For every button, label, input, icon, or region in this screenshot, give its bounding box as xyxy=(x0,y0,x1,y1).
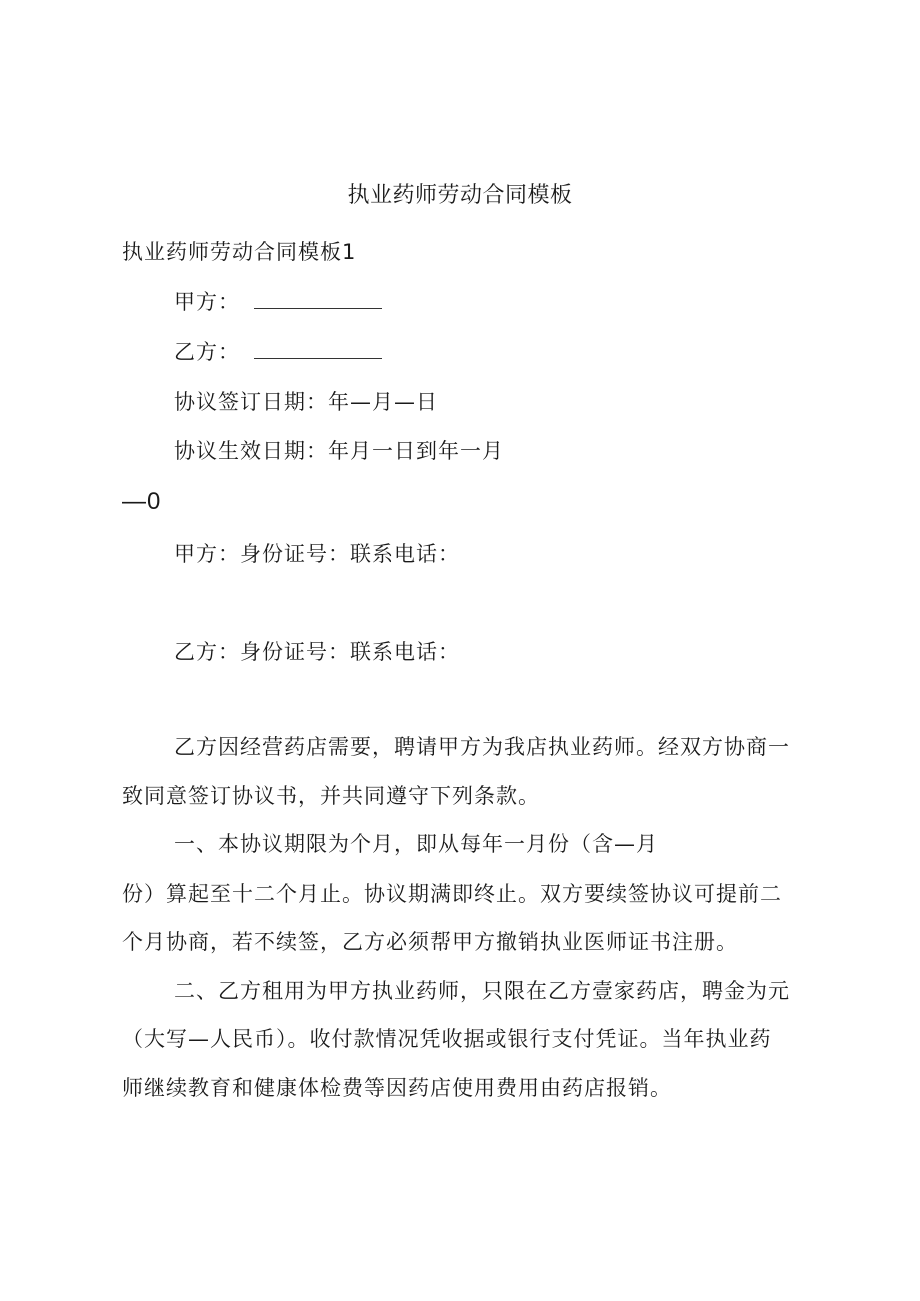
clause-1-line-3: 个月协商，若不续签，乙方必须帮甲方撤销执业医师证书注册。 xyxy=(122,930,738,954)
party-a-label: 甲方： xyxy=(174,290,240,314)
clause-2-line-1: 二、乙方租用为甲方执业药师，只限在乙方壹家药店，聘金为元 xyxy=(174,979,790,1003)
clause-2-line-2: （大写—人民币）。收付款情况凭收据或银行支付凭证。当年执业药 xyxy=(122,1027,772,1051)
party-b-blank xyxy=(254,340,382,359)
clause-2-line-3: 师继续教育和健康体检费等因药店使用费用由药店报销。 xyxy=(122,1076,672,1100)
sign-date: 协议签订日期：年—月—日 xyxy=(174,390,438,414)
party-a-info: 甲方：身份证号：联系电话： xyxy=(174,542,460,566)
effective-date: 协议生效日期：年月一日到年一月 xyxy=(174,439,504,463)
intro-line-1: 乙方因经营药店需要，聘请甲方为我店执业药师。经双方协商一 xyxy=(174,735,790,759)
effective-date-continued: —0 xyxy=(122,488,162,515)
clause-1-line-2: 份）算起至十二个月止。协议期满即终止。双方要续签协议可提前二 xyxy=(122,882,782,906)
clause-1-line-1: 一、本协议期限为个月，即从每年一月份（含—月 xyxy=(174,832,658,856)
party-a-line xyxy=(174,288,382,316)
template-subtitle: 执业药师劳动合同模板1 xyxy=(122,240,357,264)
party-b-line xyxy=(174,338,382,366)
party-b-info: 乙方：身份证号：联系电话： xyxy=(174,640,460,664)
party-b-label: 乙方： xyxy=(174,340,240,364)
intro-line-2: 致同意签订协议书，并共同遵守下列条款。 xyxy=(122,784,540,808)
party-a-blank xyxy=(254,290,382,309)
document-title: 执业药师劳动合同模板 xyxy=(347,183,573,208)
